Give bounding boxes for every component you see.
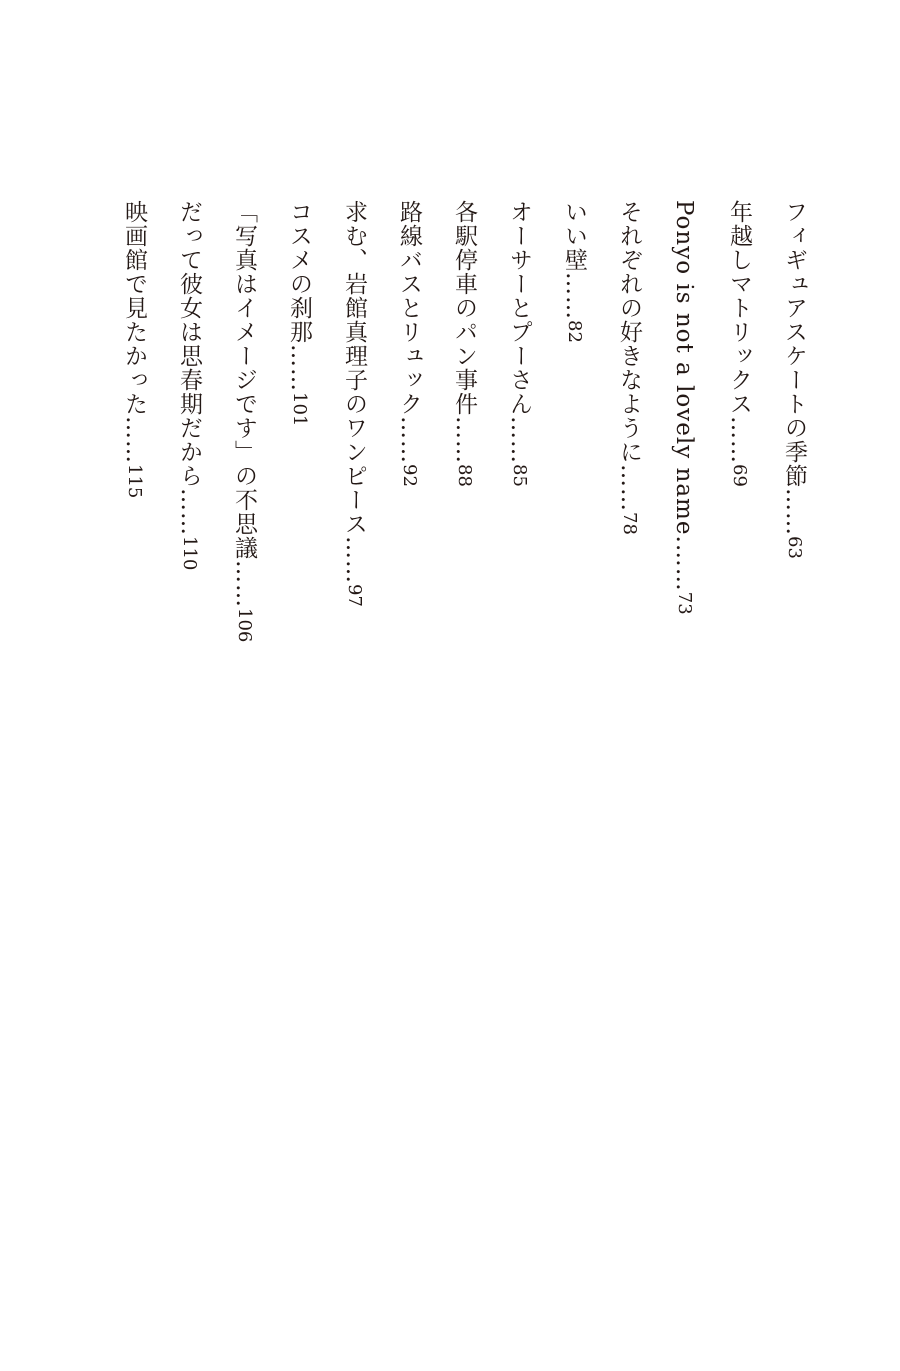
toc-entry bbox=[657, 200, 712, 720]
toc-entry-title: オーサーとプーさん…… bbox=[506, 200, 532, 464]
toc-entry bbox=[272, 200, 327, 720]
toc-entry bbox=[327, 200, 382, 720]
toc-entry-title: コスメの刹那…… bbox=[286, 200, 312, 392]
toc-entry-title: それぞれの好きなように…… bbox=[616, 200, 642, 512]
toc-entry-title: 求む、岩館真理子のワンピース…… bbox=[341, 200, 367, 584]
toc-entry bbox=[437, 200, 492, 720]
toc-entry-page: 97 bbox=[344, 584, 365, 607]
toc-entry bbox=[107, 200, 162, 720]
toc-entry-title: だって彼女は思春期だから…… bbox=[176, 200, 202, 536]
toc-entry bbox=[602, 200, 657, 720]
toc-entry-title: 映画館で見たかった…… bbox=[121, 200, 147, 464]
toc-entry-title: フィギュアスケートの季節…… bbox=[781, 200, 807, 536]
toc-entry-title: 「写真はイメージです」の不思議…… bbox=[231, 200, 257, 608]
toc-entry bbox=[217, 200, 272, 720]
toc-entry bbox=[382, 200, 437, 720]
toc-entry-page: 82 bbox=[564, 320, 585, 343]
toc-entry bbox=[767, 200, 822, 720]
toc-entry-page: 88 bbox=[454, 464, 475, 487]
toc-entry bbox=[162, 200, 217, 720]
toc-entry-title: 路線バスとリュック…… bbox=[396, 200, 422, 464]
toc-entry-title: いい壁…… bbox=[561, 200, 587, 320]
toc-entry-page: 78 bbox=[619, 512, 640, 535]
toc-entry bbox=[547, 200, 602, 720]
table-of-contents bbox=[107, 200, 822, 720]
toc-entry-page: 63 bbox=[784, 536, 805, 559]
toc-entry bbox=[712, 200, 767, 720]
toc-entry-page: 106 bbox=[234, 608, 255, 643]
toc-entry-page: 69 bbox=[729, 464, 750, 487]
toc-entry bbox=[492, 200, 547, 720]
toc-entry-page: 101 bbox=[289, 392, 310, 427]
toc-entry-page: 110 bbox=[179, 536, 200, 571]
toc-entry-title: 年越しマトリックス…… bbox=[726, 200, 752, 464]
toc-entry-page: 92 bbox=[399, 464, 420, 487]
toc-entry-title: Ponyo is not a lovely name.…… bbox=[671, 200, 697, 592]
toc-entry-page: 115 bbox=[124, 464, 145, 499]
toc-entry-page: 85 bbox=[509, 464, 530, 487]
toc-entry-title: 各駅停車のパン事件…… bbox=[451, 200, 477, 464]
toc-entry-page: 73 bbox=[674, 591, 695, 615]
